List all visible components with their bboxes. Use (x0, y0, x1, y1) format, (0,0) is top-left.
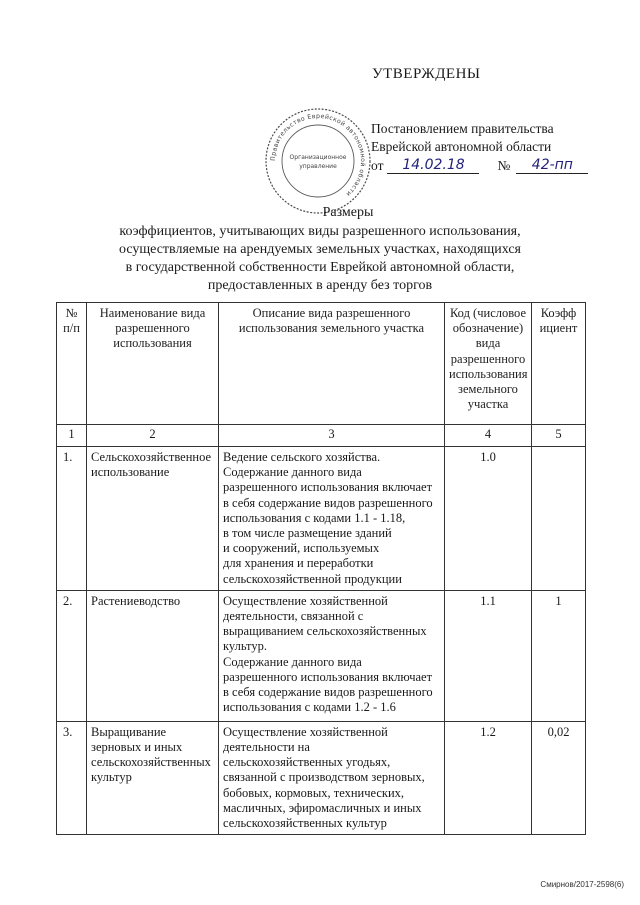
description-line: использования с кодами 1.1 - 1.18, (223, 510, 406, 525)
table-header-row (57, 303, 586, 425)
use-description (219, 590, 445, 721)
title-line-3: в государственной собственности Еврейкой автономной области, (125, 260, 515, 275)
table-row (57, 721, 586, 834)
use-name: Выращивание зерновых и иных сельскохозяйственных культур (87, 721, 219, 834)
use-name: Растениеводство (87, 590, 219, 721)
column-number: 4 (445, 425, 532, 447)
row-number: 3. (57, 721, 87, 834)
column-number: 3 (219, 425, 445, 447)
description-line: в том числе размещение зданий (223, 526, 392, 541)
approval-heading: УТВЕРЖДЕНЫ (372, 66, 481, 82)
document-footer: Смирнов/2017-2598(6) (540, 880, 624, 889)
description-line: в себя содержание видов разрешенного (223, 495, 433, 510)
handwritten-date: 14.02.18 (387, 157, 479, 174)
column-number: 1 (57, 425, 87, 447)
row-number: 2. (57, 590, 87, 721)
title-line-2: осуществляемые на арендуемых земельных участках, находящихся (119, 242, 521, 257)
description-line: разрешенного использования включает (223, 669, 433, 684)
header-description: Описание вида разрешенного использования земельного участка (219, 303, 445, 425)
number-label: № (497, 158, 511, 173)
table-row (57, 447, 586, 591)
decree-date-number (371, 157, 588, 174)
use-description (219, 721, 445, 834)
title-line-4: предоставленных в аренду без торгов (207, 278, 433, 293)
description-line: сельскохозяйственной продукции (223, 571, 402, 586)
table-row (57, 590, 586, 721)
description-line: деятельности, связанной с (223, 609, 364, 624)
header-name: Наименование вида разрешенного использования (87, 303, 219, 425)
description-line: бобовых, кормовых, технических, (223, 785, 405, 800)
header-code: Код (числовое обозначение) вида разрешенного использования земельного участка (445, 303, 532, 425)
use-code: 1.1 (445, 590, 532, 721)
description-line: Содержание данного вида (223, 465, 362, 480)
column-number: 5 (532, 425, 586, 447)
description-line: Осуществление хозяйственной (223, 724, 388, 739)
from-label: от (371, 158, 384, 173)
use-code: 1.2 (445, 721, 532, 834)
coefficient: 1 (532, 590, 586, 721)
description-line: сельскохозяйственных культур (223, 816, 387, 831)
stamp-center-line2: управление (299, 163, 337, 170)
coefficients-table (56, 302, 586, 835)
use-name: Сельскохозяйственное использование (87, 447, 219, 591)
coefficient: 0,02 (532, 721, 586, 834)
coefficient (532, 447, 586, 591)
stamp-ring-text: Правительство Еврейской автономной области (269, 112, 367, 198)
description-line: использования с кодами 1.2 - 1.6 (223, 700, 396, 715)
official-stamp (263, 106, 373, 216)
description-line: и сооружений, используемых (223, 541, 380, 556)
description-line: разрешенного использования включает (223, 480, 433, 495)
stamp-center-line1: Организационное (289, 154, 347, 161)
handwritten-number: 42-пп (516, 157, 588, 174)
description-line: связанной с производством зерновых, (223, 770, 425, 785)
description-line: масличных, эфиромасличных и иных (223, 800, 422, 815)
description-line: выращиванием сельскохозяйственных (223, 624, 427, 639)
header-coefficient: Коэфф ициент (532, 303, 586, 425)
description-line: культур. (223, 639, 267, 654)
description-line: Осуществление хозяйственной (223, 593, 388, 608)
description-line: Содержание данного вида (223, 654, 362, 669)
row-number: 1. (57, 447, 87, 591)
column-number: 2 (87, 425, 219, 447)
description-line: Ведение сельского хозяйства. (223, 450, 381, 464)
title-line-1: коэффициентов, учитывающих виды разрешенного использования, (119, 224, 521, 239)
decree-line-2: Еврейской автономной области (371, 139, 552, 154)
description-line: сельскохозяйственных угодьях, (223, 755, 391, 770)
description-line: для хранения и переработки (223, 556, 374, 571)
title-line-0: Размеры (322, 205, 374, 220)
header-number: № п/п (57, 303, 87, 425)
use-description (219, 447, 445, 591)
decree-line-1: Постановлением правительства (371, 121, 554, 136)
column-number-row (57, 425, 586, 447)
use-code: 1.0 (445, 447, 532, 591)
description-line: деятельности на (223, 740, 310, 755)
description-line: в себя содержание видов разрешенного (223, 685, 433, 700)
